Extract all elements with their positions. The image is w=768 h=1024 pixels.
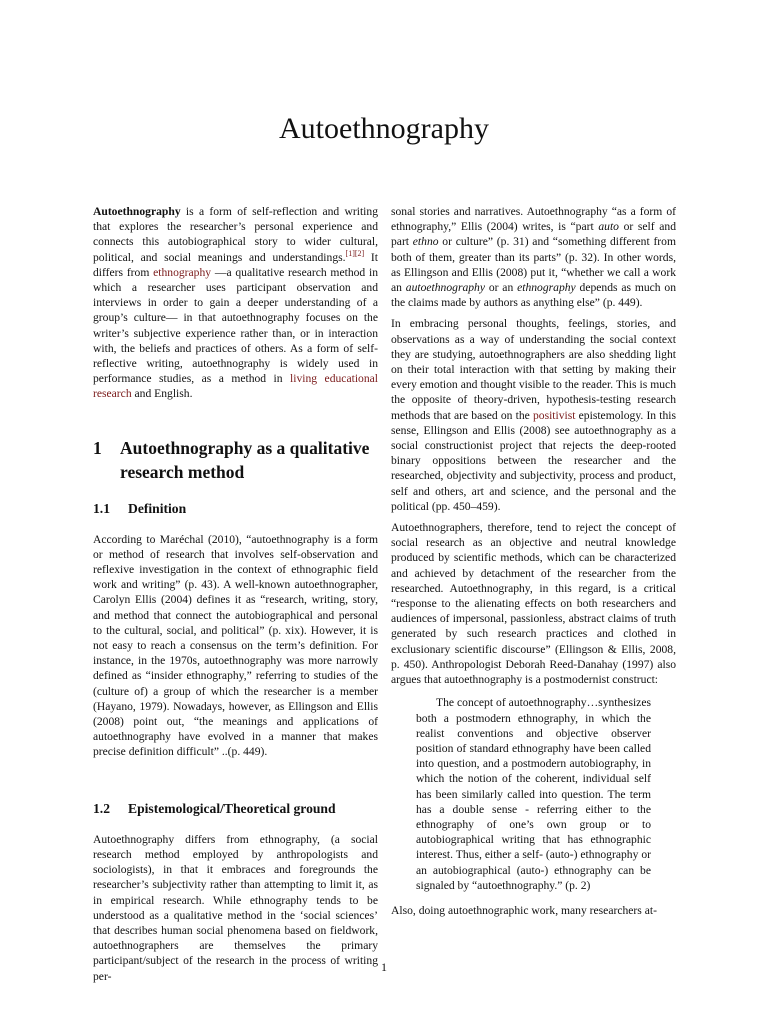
quote-text: The concept of autoethnography…synthesizes both a postmodern ethnography, in which the realist conventions and objective observer position of standard ethnography have been called into question, and a postmodern autobiography, in which the notion of the coherent, individual self has been similarly called into question. The term has a double sense - referring either to the ethnography of one’s own group or to autobiographical writing that has ethnographic interest. Thus, either a self- (auto-) ethnography or an autobiographical (auto-) ethnography can be signaled by “autoethnography.” (p. 2)	[416, 696, 651, 892]
section-title: Autoethnography as a qualitative research method	[120, 437, 370, 482]
section-1-heading	[93, 436, 378, 484]
italic-term: ethnography	[517, 281, 576, 295]
paragraph-text: epistemology. In this sense, Ellingson and Ellis (2008) see autoethnography as a social constructionist project that rejects the deep-rooted binary oppositions between the researcher and the researched, objectivity and subjectivity, process and product, self and others, art and science, and the personal and the political (pp. 450–459).	[391, 408, 677, 513]
paragraph-text: depends as much on the claims made by authors as anything else” (p. 449).	[391, 281, 677, 310]
section-number: 1	[93, 437, 102, 458]
intro-text: is a form of self-reflection and writing that explores the researcher’s personal experience and connects this autobiographical story to wider cultural, political, and social meanings and understandings.	[93, 205, 378, 264]
paragraph-text: or culture” (p. 31) and “something different from both of them, greater than its parts” (p. 32). In other words, as Ellingson and Ellis (2008) put it, “whether we call a work an	[391, 235, 676, 295]
left-column	[93, 204, 378, 984]
italic-term: auto	[598, 220, 619, 234]
page-number: 1	[381, 960, 387, 974]
right-paragraph-2	[391, 316, 676, 514]
ethnography-link[interactable]: ethnography	[153, 265, 212, 279]
citation-link-2[interactable]: [2]	[354, 248, 365, 258]
italic-term: autoethnography	[405, 281, 485, 295]
subsection-title: Epistemological/Theoretical ground	[128, 800, 336, 816]
citation-link-1[interactable]: [1]	[345, 248, 355, 258]
definition-paragraph: According to Maréchal (2010), “autoethnography is a form or method of research that involves self-observation and reflexive investigation in the context of ethnographic field work and writing” (p. 43). A well-known autoethnographer, Carolyn Ellis (2004) defines it as “research, writing, story, and method that connect the autobiographical and personal to the cultural, social, and political” (p. xix). However, it is not easy to reach a consensus on the term’s definition. For instance, in the 1970s, autoethnography was more narrowly defined as “insider ethnography,” referring to studies of the (culture of) a group of which the researcher is a member (Hayano, 1979). Nowadays, however, as Ellingson and Ellis (2008) point out, “the meanings and applications of autoethnography have evolved in a manner that makes precise definition difficult” ..(p. 449).	[93, 532, 378, 759]
intro-paragraph	[93, 204, 378, 402]
subsection-title: Definition	[128, 500, 187, 516]
paragraph-text: or an	[485, 281, 518, 295]
section-1-2-heading	[93, 800, 378, 818]
right-column	[391, 204, 676, 918]
subsection-number: 1.2	[93, 800, 110, 816]
paragraph-text: sonal stories and narratives. Autoethnography “as a form of ethnography,” Ellis (2004) writes, is “part	[391, 205, 676, 234]
paragraph-text: In embracing personal thoughts, feelings, stories, and observations as a way of understanding the social context they are studying, autoethnographers are also shedding light on their total interaction with that setting by making their every emotion and thought visible to the reader. This is much the opposite of theory-driven, hypothesis-testing research methods that are based on the	[391, 317, 676, 422]
subsection-number: 1.1	[93, 500, 110, 516]
right-paragraph-3: Autoethnographers, therefore, tend to reject the concept of social research as an objective and neutral knowledge produced by scientific methods, which can be characterized and achieved by detachment of the researcher from the researched. Autoethnography, in this regard, is a critical “response to the alienating effects on both researchers and audiences of impersonal, passionless, abstract claims of truth generated by such research practices and clothed in exclusionary scientific discourse” (Ellingson & Ellis, 2008, p. 450). Anthropologist Deborah Reed-Danahay (1997) also argues that autoethnography is a postmodernist construct:	[391, 521, 676, 687]
block-quote	[416, 695, 651, 893]
intro-term: Autoethnography	[93, 205, 181, 218]
right-paragraph-1	[391, 204, 676, 310]
section-1-1-heading	[93, 500, 378, 518]
intro-text: and English.	[131, 387, 193, 401]
italic-term: ethno	[412, 235, 439, 249]
right-paragraph-4: Also, doing autoethnographic work, many researchers at-	[391, 903, 657, 917]
page-title: Autoethnography	[279, 112, 489, 145]
intro-text: —a qualitative research method in which a researcher uses participant observation and interviews in order to gain a deeper understanding of a group’s culture— in that autoethnography focuses on the writer’s subjective experience rather than, or in interaction with, the beliefs and practices of others. As a form of self-reflective writing, autoethnography is widely used in performance studies, as a method in	[93, 265, 378, 386]
living-educational-research-link[interactable]: living educational research	[93, 372, 378, 401]
positivist-link[interactable]: positivist	[532, 408, 576, 422]
paragraph-text: or self and part	[391, 220, 676, 249]
epistemology-paragraph: Autoethnography differs from ethnography, (a social research method employed by anthropologists and sociologists), in that it embraces and foregrounds the researcher’s subjectivity rather than attempting to limit it, as in empirical research. While ethnography tends to be understood as a qualitative method in the ‘social sciences’ that describes human social phenomena based on fieldwork, autoethnographers are themselves the primary participant/subject of the research in the process of writing per-	[93, 832, 378, 983]
intro-text: It differs from	[93, 250, 379, 279]
